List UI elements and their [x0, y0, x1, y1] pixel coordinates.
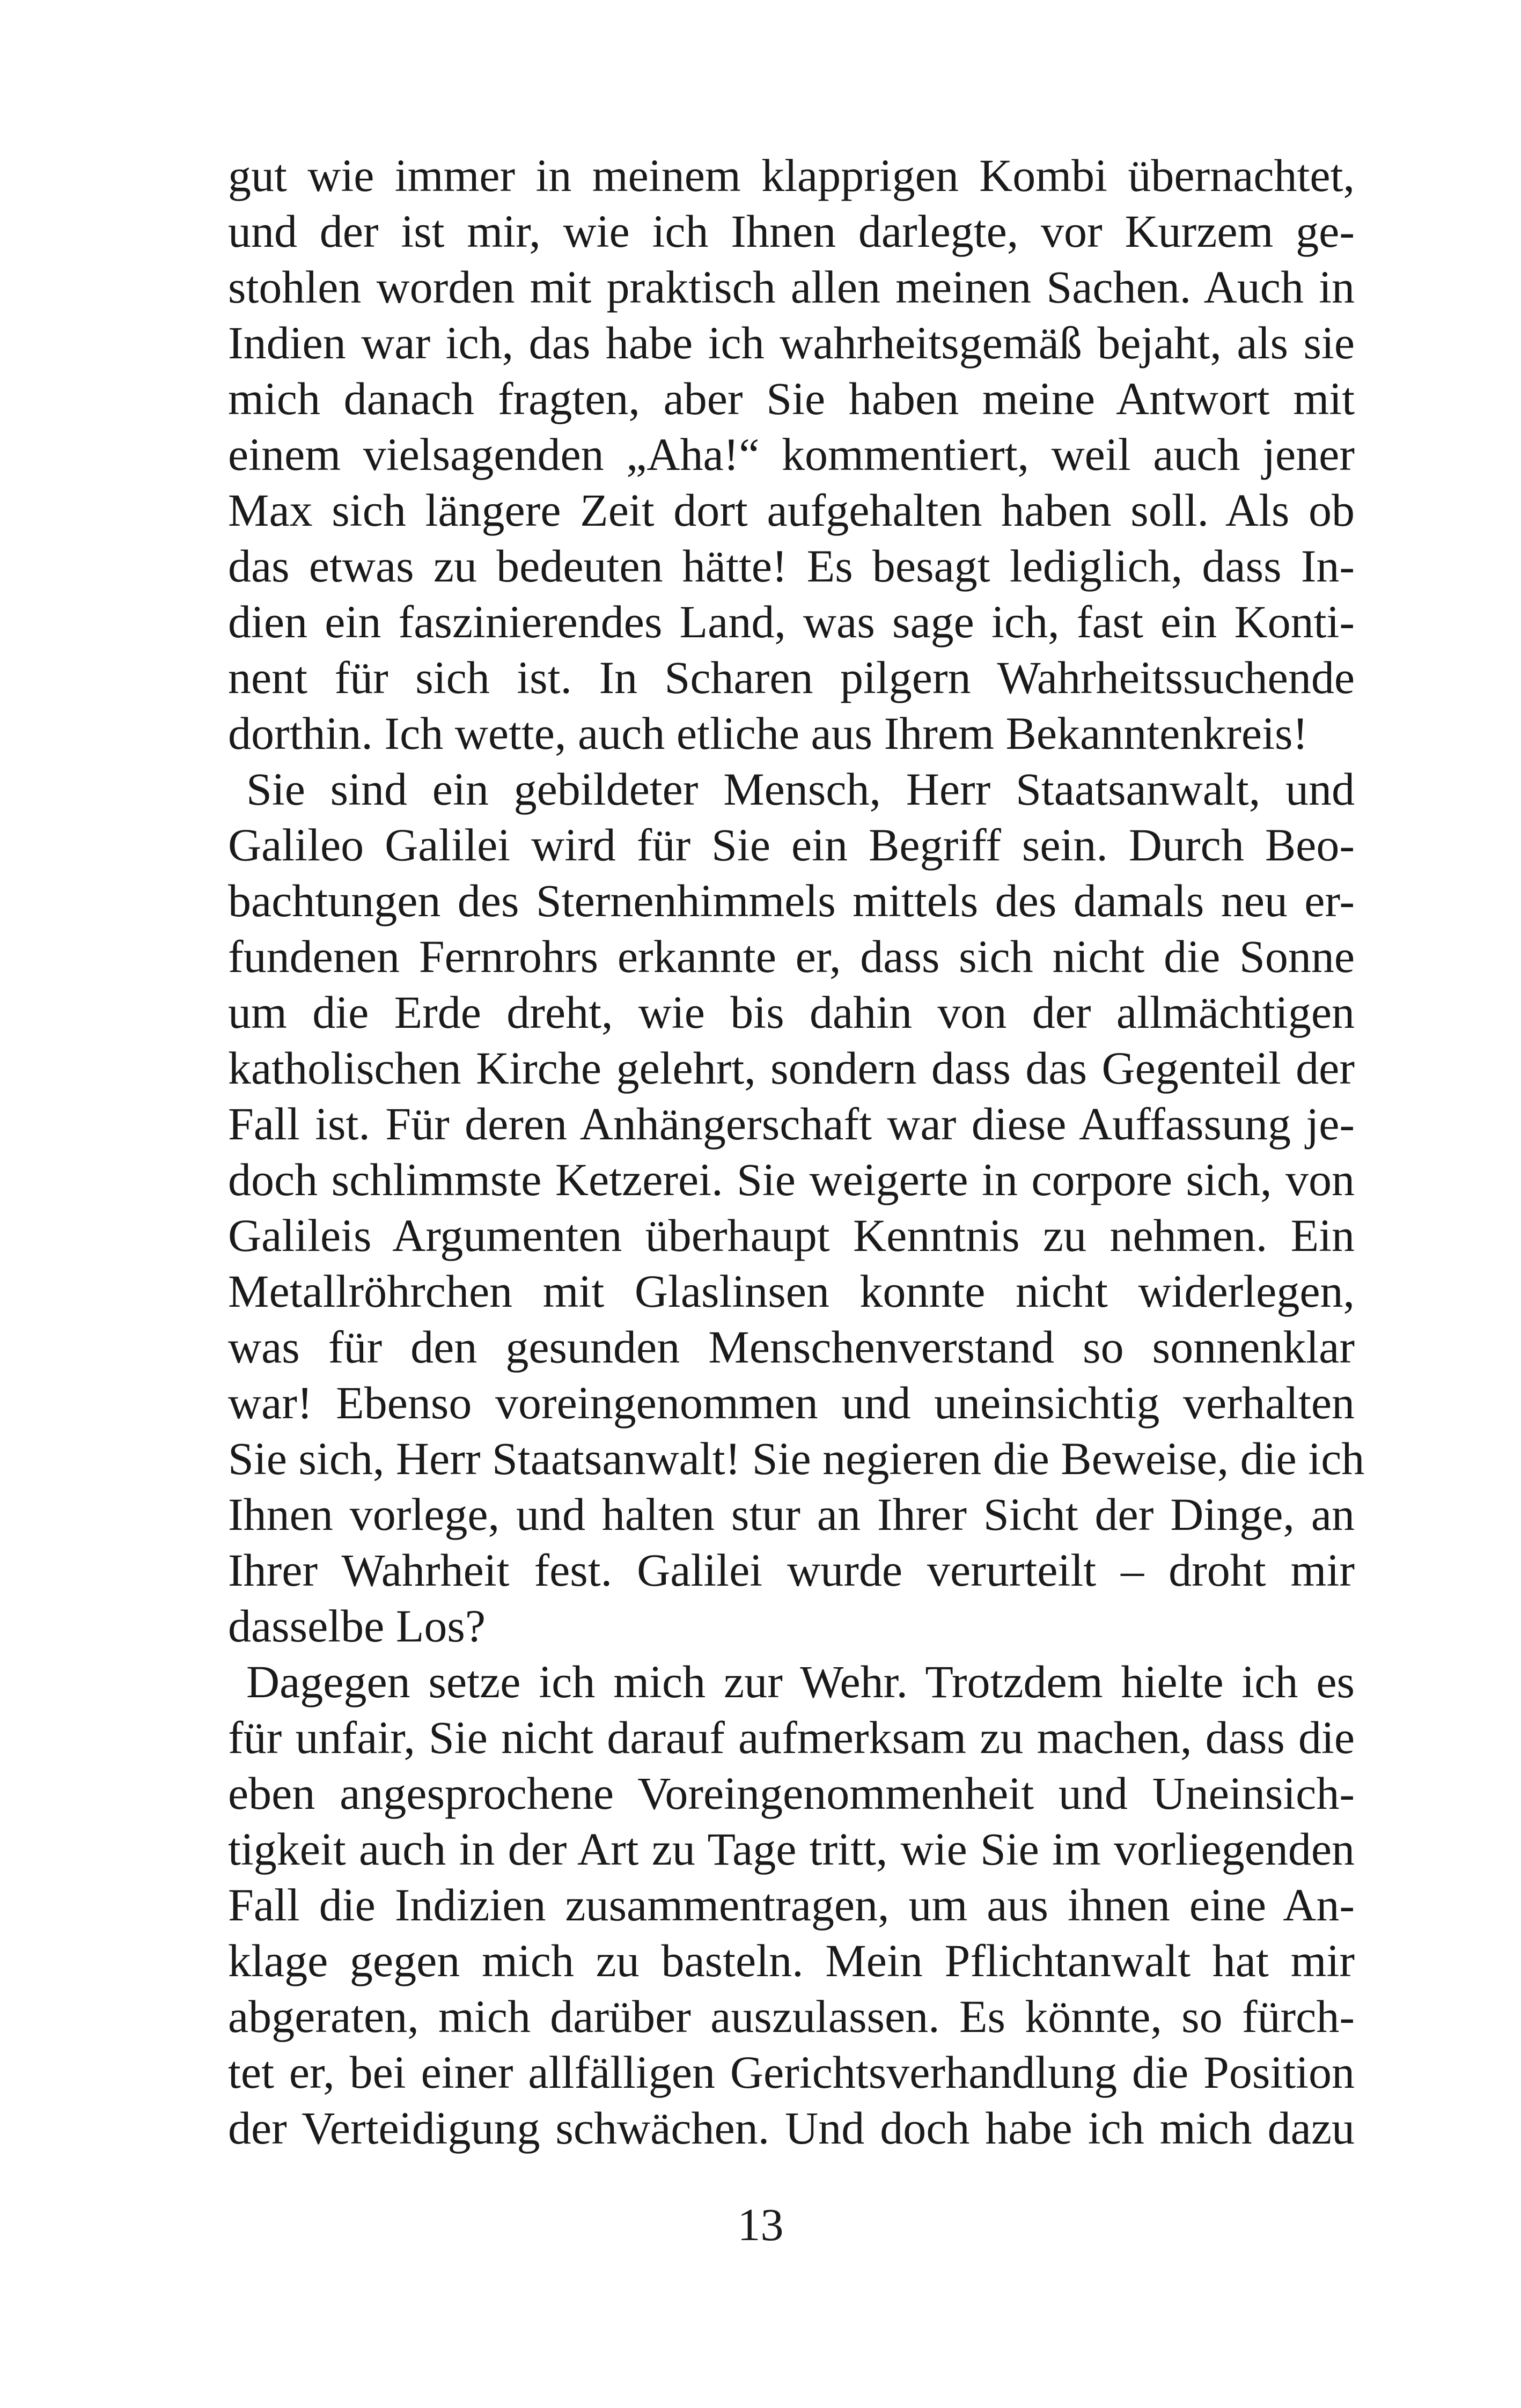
text-line: fundenen Fernrohrs erkannte er, dass sich nicht die Sonne: [228, 931, 1355, 982]
text-line: um die Erde dreht, wie bis dahin von der allmächtigen: [228, 986, 1355, 1038]
text-line: dasselbe Los?: [228, 1600, 486, 1652]
text-line: Galileo Galilei wird für Sie ein Begriff sein. Durch Beo-: [228, 819, 1355, 871]
text-line: Sie sich, Herr Staatsanwalt! Sie negieren die Beweise, die ich: [228, 1433, 1365, 1484]
text-line: Ihnen vorlege, und halten stur an Ihrer Sicht der Dinge, an: [228, 1489, 1355, 1540]
text-line: Indien war ich, das habe ich wahrheitsgemäß bejaht, als sie: [228, 317, 1355, 369]
text-line: Dagegen setze ich mich zur Wehr. Trotzdem hielte ich es: [246, 1656, 1355, 1707]
text-line: abgeraten, mich darüber auszulassen. Es könnte, so fürch-: [228, 1991, 1355, 2042]
text-line: tet er, bei einer allfälligen Gerichtsverhandlung die Position: [228, 2046, 1355, 2098]
text-line: Ihrer Wahrheit fest. Galilei wurde verurteilt – droht mir: [228, 1544, 1355, 1596]
text-line: stohlen worden mit praktisch allen meinen Sachen. Auch in: [228, 261, 1355, 313]
text-line: dien ein faszinierendes Land, was sage ich, fast ein Konti-: [228, 596, 1355, 647]
text-line: für unfair, Sie nicht darauf aufmerksam zu machen, dass die: [228, 1712, 1355, 1763]
text-line: tigkeit auch in der Art zu Tage tritt, wie Sie im vorliegenden: [228, 1823, 1355, 1875]
text-line: Metallröhrchen mit Glaslinsen konnte nicht widerlegen,: [228, 1265, 1355, 1317]
text-line: doch schlimmste Ketzerei. Sie weigerte in corpore sich, von: [228, 1154, 1355, 1205]
text-line: klage gegen mich zu basteln. Mein Pflichtanwalt hat mir: [228, 1935, 1355, 1986]
text-line: Fall die Indizien zusammentragen, um aus ihnen eine An-: [228, 1879, 1355, 1931]
text-line: der Verteidigung schwächen. Und doch habe ich mich dazu: [228, 2102, 1355, 2154]
text-line: mich danach fragten, aber Sie haben meine Antwort mit: [228, 373, 1355, 424]
text-line: Sie sind ein gebildeter Mensch, Herr Staatsanwalt, und: [246, 763, 1355, 815]
text-line: was für den gesunden Menschenverstand so sonnenklar: [228, 1321, 1355, 1373]
text-line: nent für sich ist. In Scharen pilgern Wahrheitssuchende: [228, 652, 1355, 703]
text-line: Fall ist. Für deren Anhängerschaft war diese Auffassung je-: [228, 1098, 1355, 1150]
text-line: Max sich längere Zeit dort aufgehalten haben soll. Als ob: [228, 484, 1355, 536]
text-line: war! Ebenso voreingenommen und uneinsichtig verhalten: [228, 1377, 1355, 1428]
page-number: 13: [737, 2199, 784, 2250]
text-line: dorthin. Ich wette, auch etliche aus Ihrem Bekanntenkreis!: [228, 708, 1309, 759]
text-line: katholischen Kirche gelehrt, sondern dass das Gegenteil der: [228, 1042, 1355, 1094]
text-line: und der ist mir, wie ich Ihnen darlegte, vor Kurzem ge-: [228, 205, 1355, 257]
text-line: Galileis Argumenten überhaupt Kenntnis zu nehmen. Ein: [228, 1210, 1355, 1261]
text-line: eben angesprochene Voreingenommenheit und Uneinsich-: [228, 1768, 1355, 1819]
text-line: bachtungen des Sternenhimmels mittels des damals neu er-: [228, 875, 1355, 926]
text-line: das etwas zu bedeuten hätte! Es besagt lediglich, dass In-: [228, 540, 1355, 592]
text-line: einem vielsagenden „Aha!“ kommentiert, weil auch jener: [228, 429, 1355, 480]
body-text: [228, 148, 1365, 2156]
text-line: gut wie immer in meinem klapprigen Kombi übernachtet,: [228, 150, 1355, 201]
